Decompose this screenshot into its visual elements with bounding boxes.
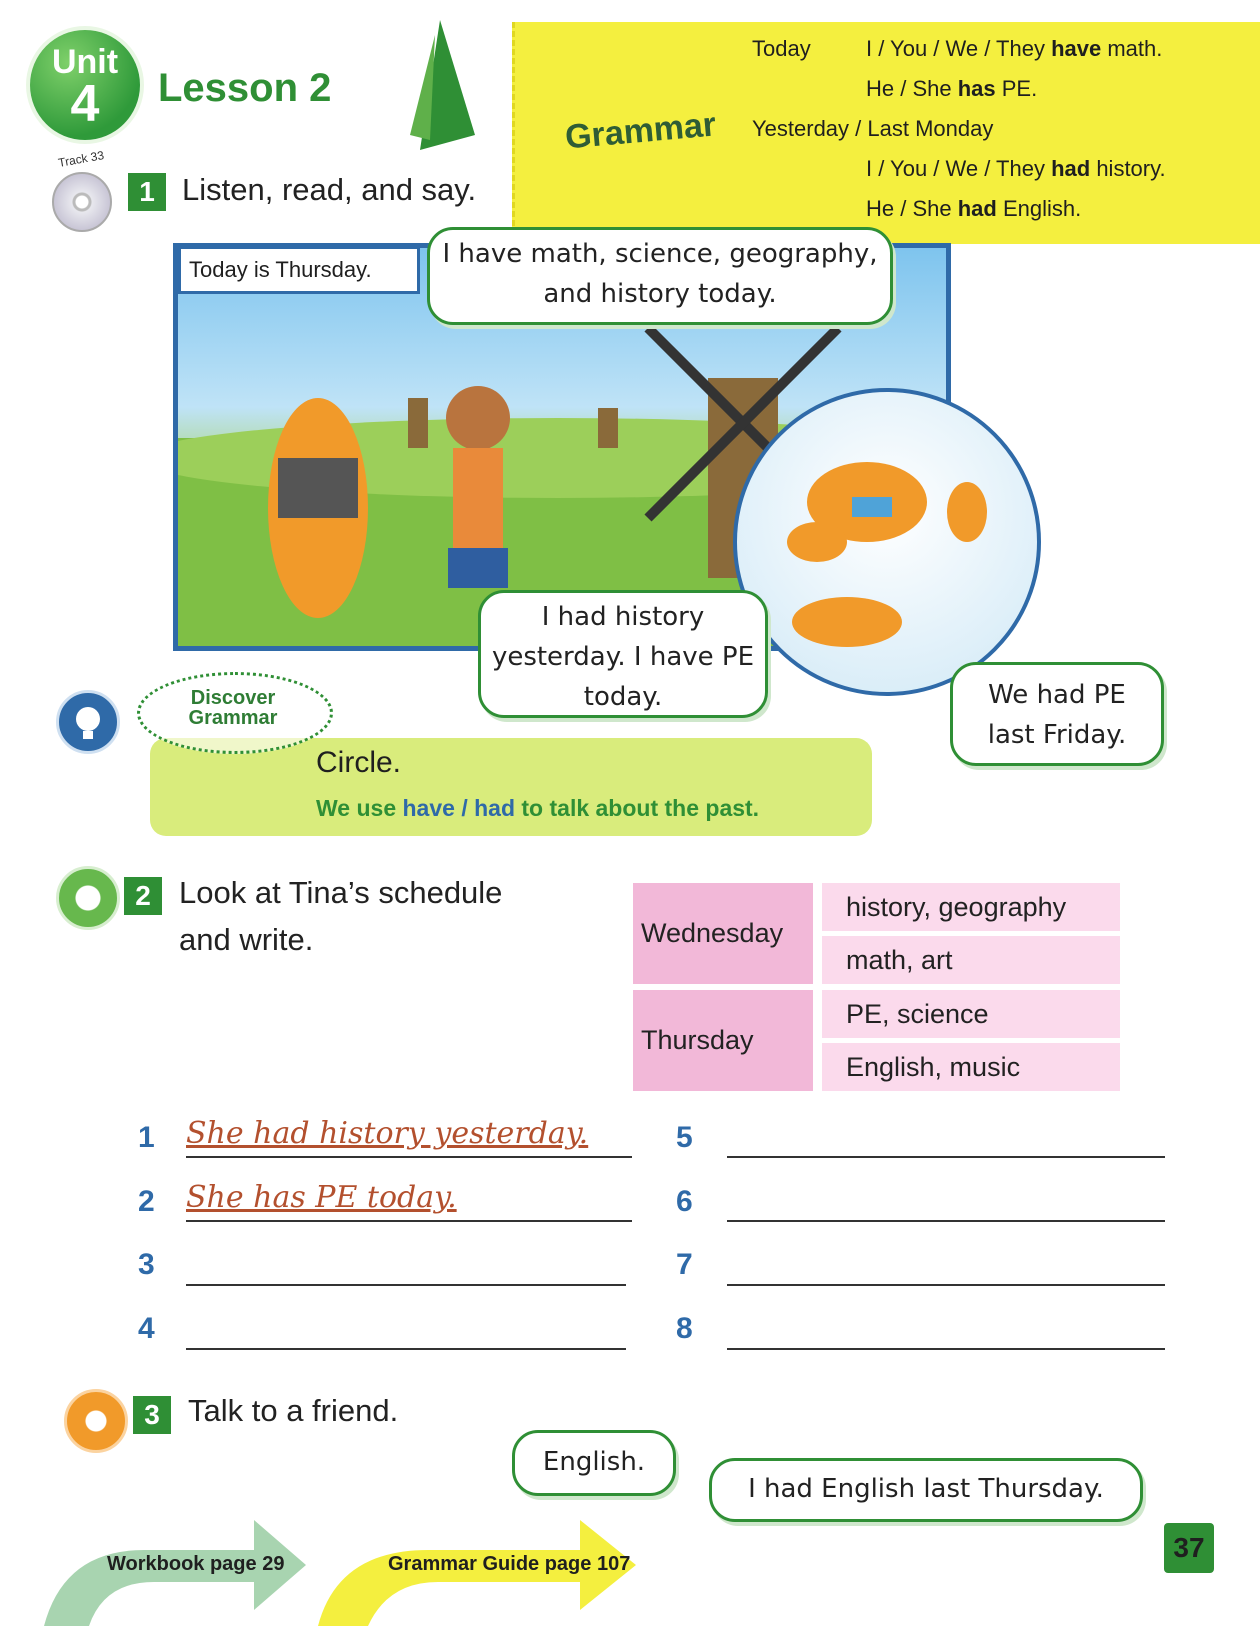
rule-option-have[interactable]: have — [402, 795, 455, 821]
rule-option-had[interactable]: had — [474, 795, 515, 821]
speech-bubble-girl: I had history yesterday. I have PE today. — [478, 590, 768, 718]
exercise-1-instruction: Listen, read, and say. — [182, 172, 477, 207]
grammar-line-1 — [866, 36, 1162, 62]
exercise-2-instruction-2: and write. — [179, 922, 314, 957]
lesson-title: Lesson 2 — [158, 66, 332, 110]
schedule-cell: math, art — [822, 936, 1120, 984]
sailboat-icon — [380, 15, 500, 175]
exercise-2-instruction-1: Look at Tina’s schedule — [179, 875, 503, 910]
exercise-3-instruction: Talk to a friend. — [188, 1393, 399, 1428]
exercise-3-number: 3 — [133, 1396, 171, 1434]
schedule-day-thursday: Thursday — [633, 990, 813, 1091]
grammar-verb: had — [957, 196, 997, 221]
answer-line[interactable] — [186, 1308, 626, 1350]
exercise-2-number: 2 — [124, 877, 162, 915]
grammar-text: I / You / We / They — [866, 156, 1052, 181]
schedule-cell: English, music — [822, 1043, 1120, 1091]
grammar-text: PE. — [995, 76, 1038, 101]
grammar-verb: has — [957, 76, 996, 101]
answer-line[interactable] — [727, 1244, 1165, 1286]
inset-illustration — [733, 388, 1041, 696]
page-number: 37 — [1164, 1523, 1214, 1573]
rule-text: We use — [316, 795, 403, 821]
grammar-line-4 — [866, 196, 1081, 222]
rule-separator: / — [461, 795, 475, 821]
grammar-verb: had — [1051, 156, 1091, 181]
answer-line[interactable] — [727, 1308, 1165, 1350]
schedule-day-wednesday: Wednesday — [633, 883, 813, 984]
speech-bubble-top: I have math, science, geography, and history today. — [427, 227, 893, 325]
lightbulb-icon — [56, 690, 120, 754]
grammar-text: history. — [1090, 156, 1166, 181]
workbook-link[interactable]: Workbook page 29 — [107, 1553, 285, 1575]
answer-line[interactable] — [186, 1244, 626, 1286]
answer-line[interactable] — [727, 1180, 1165, 1222]
grammar-text: He / She — [866, 196, 958, 221]
rule-text: to talk about the past. — [521, 795, 760, 821]
speech-bubble-kangaroo: We had PE last Friday. — [950, 662, 1164, 766]
unit-label: Unit — [51, 43, 119, 81]
answer-number: 2 — [138, 1185, 155, 1218]
discover-label-line-1: Discover — [190, 687, 276, 709]
grammar-line-3 — [866, 156, 1166, 182]
track-label: Track 33 — [57, 148, 106, 170]
answer-number: 4 — [138, 1312, 155, 1345]
grammar-today-label: Today — [752, 36, 811, 61]
answer-line[interactable] — [186, 1180, 632, 1222]
unit-badge — [30, 30, 140, 140]
discover-label-line-2: Grammar — [188, 707, 278, 729]
answer-line[interactable] — [186, 1116, 632, 1158]
talk-icon — [64, 1389, 128, 1453]
answer-number: 3 — [138, 1248, 155, 1281]
grammar-text: He / She — [866, 76, 958, 101]
discover-instruction: Circle. — [316, 746, 402, 779]
schedule-cell: PE, science — [822, 990, 1120, 1038]
schedule-cell: history, geography — [822, 883, 1120, 931]
answer-number: 8 — [676, 1312, 693, 1345]
write-icon — [56, 866, 120, 930]
answer-number: 5 — [676, 1121, 693, 1154]
grammar-text: I / You / We / They — [866, 36, 1052, 61]
answer-line[interactable] — [727, 1116, 1165, 1158]
kangaroo-illustration — [737, 392, 1037, 692]
answer-number: 7 — [676, 1248, 693, 1281]
discover-rule — [316, 795, 759, 822]
exercise-1-number: 1 — [128, 173, 166, 211]
audio-cd-icon[interactable] — [52, 172, 112, 232]
unit-number: 4 — [70, 75, 100, 133]
grammar-title: Grammar — [563, 105, 718, 157]
grammar-guide-link[interactable]: Grammar Guide page 107 — [388, 1553, 631, 1575]
answer-text: She had history yesterday. — [186, 1116, 589, 1151]
answer-number: 6 — [676, 1185, 693, 1218]
grammar-line-2 — [866, 76, 1037, 102]
grammar-past-label: Yesterday / Last Monday — [752, 116, 994, 141]
speech-bubble-answer: I had English last Thursday. — [709, 1458, 1143, 1522]
speech-bubble-english: English. — [512, 1430, 676, 1496]
grammar-text: math. — [1101, 36, 1163, 61]
grammar-verb: have — [1051, 36, 1102, 61]
answer-text: She has PE today. — [186, 1180, 457, 1215]
scene-caption: Today is Thursday. — [178, 246, 420, 294]
answer-number: 1 — [138, 1121, 155, 1154]
discover-grammar-label — [158, 688, 308, 728]
grammar-text: English. — [996, 196, 1082, 221]
